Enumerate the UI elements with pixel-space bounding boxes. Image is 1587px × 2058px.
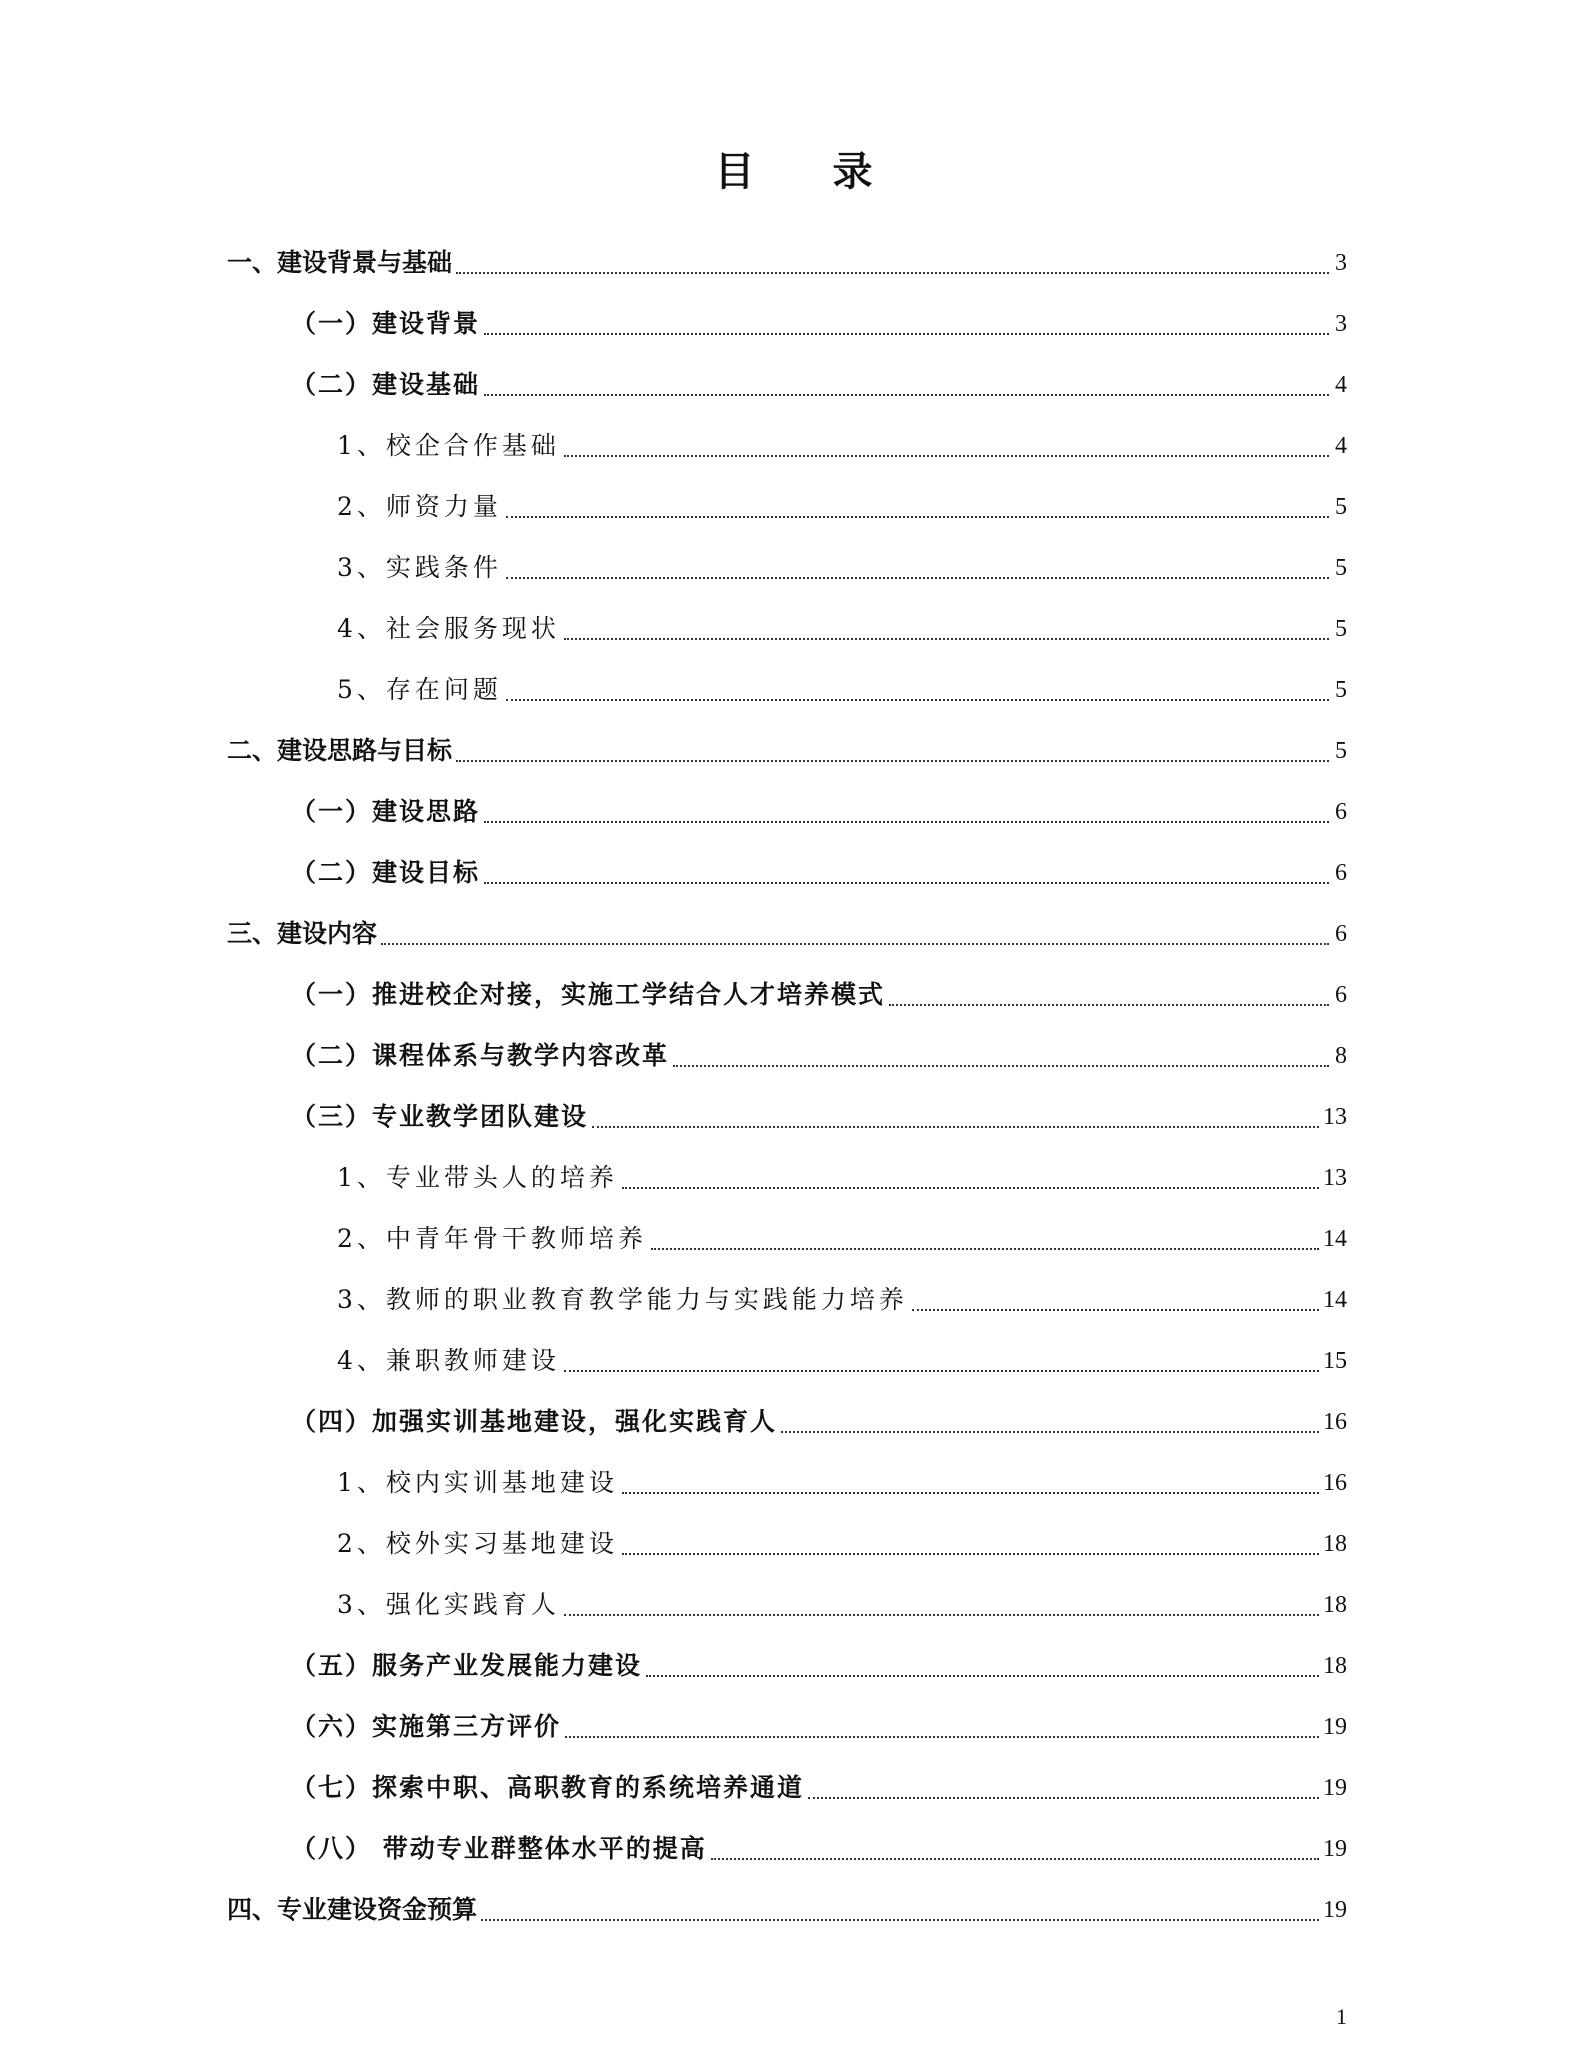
toc-entry-label: 四、专业建设资金预算 [227,1895,478,1924]
toc-entry-page: 14 [1323,1287,1347,1313]
toc-entry-page: 18 [1323,1531,1347,1557]
toc-entry-label: （五）服务产业发展能力建设 [291,1651,643,1680]
toc-entry[interactable] [227,651,1347,712]
toc-entry-label: 2、校外实习基地建设 [337,1529,618,1558]
toc-entry-label: 2、中青年骨干教师培养 [337,1224,647,1253]
toc-dot-leader [484,881,1329,884]
toc-entry[interactable] [227,1688,1347,1749]
toc-dot-leader [484,393,1329,396]
toc-entry-page: 5 [1335,738,1347,764]
toc-entry-page: 15 [1323,1348,1347,1374]
toc-entry[interactable] [227,1200,1347,1261]
toc-entry[interactable] [227,1078,1347,1139]
toc-entry-label: 4、兼职教师建设 [337,1346,560,1375]
toc-entry-page: 19 [1323,1775,1347,1801]
toc-entry[interactable] [227,1566,1347,1627]
toc-entry[interactable] [227,224,1347,285]
toc-entry-label: 一、建设背景与基础 [227,248,453,277]
toc-entry-label: 三、建设内容 [227,919,378,948]
toc-entry-label: 2、师资力量 [337,492,502,521]
toc-entry[interactable] [227,773,1347,834]
toc-entry[interactable] [227,1749,1347,1810]
page-title: 目 录 [714,148,905,195]
toc-entry-label: 1、校企合作基础 [337,431,560,460]
toc-entry[interactable] [227,712,1347,773]
toc-entry-label: （八） 带动专业群整体水平的提高 [291,1834,707,1863]
toc-dot-leader [506,698,1329,701]
toc-entry-label: （一）推进校企对接，实施工学结合人才培养模式 [291,980,886,1009]
toc-entry[interactable] [227,834,1347,895]
toc-entry-label: （二）课程体系与教学内容改革 [291,1041,670,1070]
toc-entry-label: （二）建设目标 [291,858,481,887]
toc-dot-leader [646,1674,1319,1677]
toc-dot-leader [456,271,1329,274]
toc-entry-label: 1、校内实训基地建设 [337,1468,618,1497]
toc-dot-leader [622,1186,1319,1189]
toc-entry-page: 19 [1323,1897,1347,1923]
toc-entry-label: （二）建设基础 [291,370,481,399]
toc-entry-page: 16 [1323,1470,1347,1496]
toc-entry-page: 6 [1335,860,1347,886]
toc-entry-page: 13 [1323,1104,1347,1130]
toc-dot-leader [484,820,1329,823]
toc-entry-page: 19 [1323,1836,1347,1862]
toc-dot-leader [711,1857,1319,1860]
toc-entry[interactable] [227,1810,1347,1871]
toc-entry-page: 5 [1335,555,1347,581]
toc-dot-leader [673,1064,1329,1067]
toc-dot-leader [808,1796,1319,1799]
toc-dot-leader [651,1247,1319,1250]
toc-dot-leader [564,1369,1319,1372]
toc-entry-page: 18 [1323,1653,1347,1679]
toc-dot-leader [622,1491,1319,1494]
toc-entry[interactable] [227,1139,1347,1200]
toc-entry[interactable] [227,956,1347,1017]
toc-dot-leader [564,454,1329,457]
toc-dot-leader [781,1430,1319,1433]
toc-entry-page: 6 [1335,799,1347,825]
toc-entry-label: （六）实施第三方评价 [291,1712,562,1741]
toc-entry-page: 4 [1335,433,1347,459]
toc-entry[interactable] [227,1627,1347,1688]
toc-entry-page: 14 [1323,1226,1347,1252]
toc-entry-page: 5 [1335,494,1347,520]
toc-entry[interactable] [227,1444,1347,1505]
toc-entry[interactable] [227,895,1347,956]
toc-entry-label: （一）建设思路 [291,797,481,826]
toc-entry-page: 13 [1323,1165,1347,1191]
toc-dot-leader [565,1735,1319,1738]
toc-entry-label: 4、社会服务现状 [337,614,560,643]
toc-entry-label: （四）加强实训基地建设，强化实践育人 [291,1407,778,1436]
toc-entry[interactable] [227,407,1347,468]
toc-dot-leader [889,1003,1329,1006]
toc-entry-page: 18 [1323,1592,1347,1618]
toc-dot-leader [564,1613,1319,1616]
toc-entry-label: 3、强化实践育人 [337,1590,560,1619]
toc-entry-label: （一）建设背景 [291,309,481,338]
toc-dot-leader [484,332,1329,335]
toc-entry-page: 5 [1335,677,1347,703]
toc-dot-leader [506,515,1329,518]
toc-dot-leader [381,942,1329,945]
toc-dot-leader [506,576,1329,579]
toc-entry-page: 19 [1323,1714,1347,1740]
toc-entry[interactable] [227,1261,1347,1322]
table-of-contents [227,224,1347,1932]
toc-dot-leader [481,1918,1319,1921]
toc-entry-label: 二、建设思路与目标 [227,736,453,765]
toc-entry[interactable] [227,1322,1347,1383]
page-number: 1 [1336,2004,1347,2029]
toc-entry-page: 5 [1335,616,1347,642]
toc-entry[interactable] [227,1871,1347,1932]
toc-entry-page: 16 [1323,1409,1347,1435]
toc-entry-page: 8 [1335,1043,1347,1069]
toc-entry[interactable] [227,1383,1347,1444]
toc-entry[interactable] [227,1505,1347,1566]
toc-entry[interactable] [227,590,1347,651]
toc-dot-leader [912,1308,1319,1311]
toc-entry[interactable] [227,1017,1347,1078]
toc-entry-page: 3 [1335,250,1347,276]
toc-entry-page: 3 [1335,311,1347,337]
toc-dot-leader [456,759,1329,762]
toc-entry-page: 6 [1335,921,1347,947]
toc-entry-label: 5、存在问题 [337,675,502,704]
toc-entry-page: 6 [1335,982,1347,1008]
toc-entry[interactable] [227,468,1347,529]
toc-entry-label: 3、实践条件 [337,553,502,582]
toc-entry[interactable] [227,285,1347,346]
toc-entry-label: 1、专业带头人的培养 [337,1163,618,1192]
toc-entry-label: 3、教师的职业教育教学能力与实践能力培养 [337,1285,908,1314]
toc-dot-leader [622,1552,1319,1555]
toc-dot-leader [564,637,1329,640]
toc-entry-page: 4 [1335,372,1347,398]
toc-entry[interactable] [227,346,1347,407]
toc-dot-leader [592,1125,1319,1128]
toc-entry-label: （七）探索中职、高职教育的系统培养通道 [291,1773,805,1802]
toc-entry-label: （三）专业教学团队建设 [291,1102,589,1131]
toc-entry[interactable] [227,529,1347,590]
